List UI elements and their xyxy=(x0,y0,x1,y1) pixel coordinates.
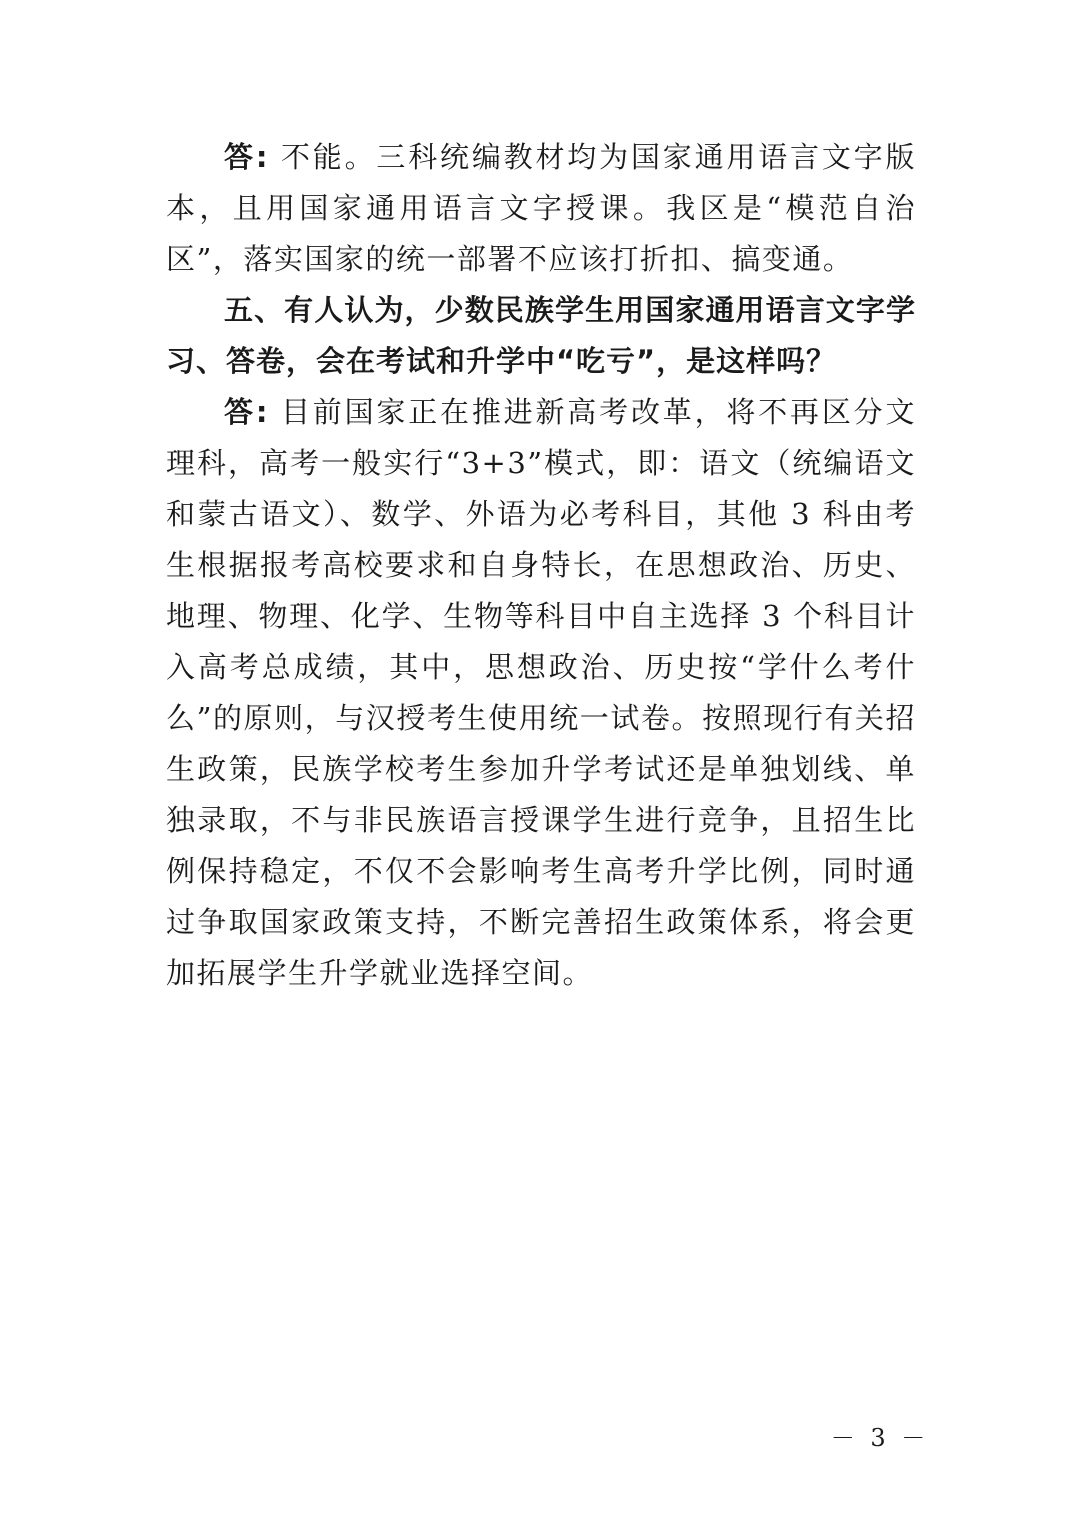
answer-lead-label: 答: xyxy=(224,140,269,174)
answer-lead-label: 答: xyxy=(224,395,269,429)
document-body xyxy=(166,132,916,999)
answer-paragraph-5 xyxy=(166,387,916,999)
answer-text: 目前国家正在推进新高考改革，将不再区分文理科，高考一般实行“3+3”模式，即：语文（统编语文和蒙古语文）、数学、外语为必考科目，其他 3 科由考生根据报考高校要求和自身特长，在思想政治、历史、地理、物理、化学、生物等科目中自主选择 3 个科目计入高考总成绩，其中，思想政治、历史按“学什么考什么”的原则，与汉授考生使用统一试卷。按照现行有关招生政策，民族学校考生参加升学考试还是单独划线、单独录取，不与非民族语言授课学生进行竞争，且招生比例保持稳定，不仅不会影响考生高考升学比例，同时通过争取国家政策支持，不断完善招生政策体系，将会更加拓展学生升学就业选择空间。 xyxy=(166,395,916,990)
answer-paragraph-4 xyxy=(166,132,916,285)
answer-text: 不能。三科统编教材均为国家通用语言文字版本，且用国家通用语言文字授课。我区是“模范自治区”，落实国家的统一部署不应该打折扣、搞变通。 xyxy=(166,140,916,276)
page-number: － 3 － xyxy=(830,1424,930,1452)
question-heading-5: 五、有人认为，少数民族学生用国家通用语言文字学习、答卷，会在考试和升学中“吃亏”，是这样吗？ xyxy=(166,293,916,378)
